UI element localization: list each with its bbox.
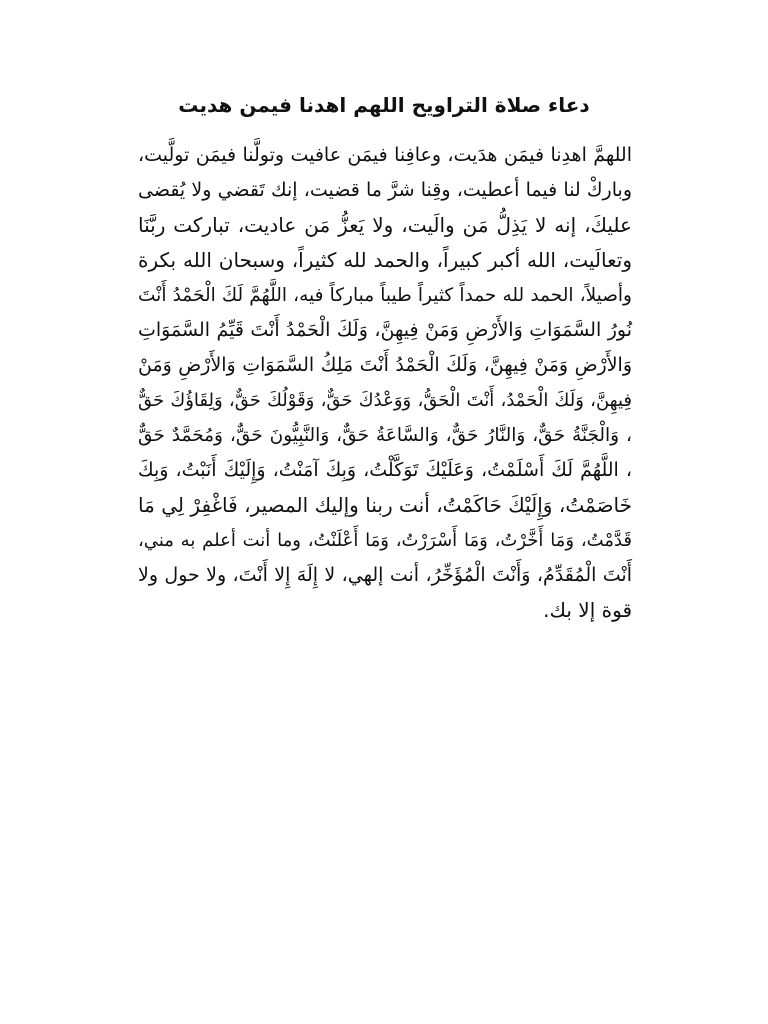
- body-line: خَاصَمْتُ، وَإِلَيْكَ حَاكَمْتُ، أنت ربنا وإليك المصير، فَاغْفِرْ لِي مَا: [138, 493, 632, 517]
- body-line-last: قوة إلا بك.: [543, 598, 632, 622]
- body-line: نُورُ السَّمَوَاتِ وَالأَرْضِ وَمَنْ فِيهِنَّ، وَلَكَ الْحَمْدُ أَنْتَ قَيِّمُ السَّمَوَاتِ: [138, 319, 632, 341]
- document-body: [138, 138, 632, 628]
- body-line: وأصيلاً، الحمد لله حمداً كثيراً طيباً مباركاً فيه، اللَّهُمَّ لَكَ الْحَمْدُ أَنْتَ: [138, 285, 632, 306]
- body-line: عليكَ، إنه لا يَذِلُّ مَن والَيت، ولا يَعزُّ مَن عاديت، تباركت ربَّنَا: [138, 213, 632, 237]
- body-line: ، وَالْجَنَّةُ حَقٌّ، وَالنَّارُ حَقٌّ، وَالسَّاعَةُ حَقٌّ، وَالنَّبِيُّونَ حَقٌّ، وَمُحَمَّدٌ حَقٌّ: [138, 425, 632, 446]
- body-line: قَدَّمْتُ، وَمَا أَخَّرْتُ، وَمَا أَسْرَرْتُ، وَمَا أَعْلَنْتُ، وما أنت أعلم به مني،: [138, 530, 632, 551]
- body-line: وَالأَرْضِ وَمَنْ فِيهِنَّ، وَلَكَ الْحَمْدُ أَنْتَ مَلِكُ السَّمَوَاتِ وَالأَرْضِ وَمَنْ: [138, 354, 632, 376]
- body-line: فِيهِنَّ، وَلَكَ الْحَمْدُ، أَنْتَ الْحَقُّ، وَوَعْدُكَ حَقٌّ، وَقَوْلُكَ حَقٌّ، وَلِقَاؤُكَ حَقٌّ: [138, 390, 632, 411]
- body-line: اللهمَّ اهدِنا فيمَن هدَيت، وعافِنا فيمَن عافيت وتولَّنا فيمَن تولَّيت،: [138, 144, 632, 166]
- body-line: وتعالَيت، الله أكبر كبيراً، والحمد لله كثيراً، وسبحان الله بكرة: [138, 248, 632, 272]
- body-line: أَنْتَ الْمُقَدِّمُ، وَأَنْتَ الْمُؤَخِّرُ، أنت إلهي، لا إِلَهَ إِلا أَنْتَ، ولا حول ولا: [138, 564, 632, 586]
- body-line: ، اللَّهُمَّ لَكَ أَسْلَمْتُ، وَعَلَيْكَ تَوَكَّلْتُ، وَبِكَ آمَنْتُ، وَإِلَيْكَ أَنَبْتُ، وَبِكَ: [138, 459, 632, 481]
- document-title: دعاء صلاة التراويح اللهم اهدنا فيمن هديت: [178, 93, 590, 117]
- body-line: وباركْ لنا فيما أعطيت، وقِنا شرَّ ما قضيت، إنك تَقضي ولا يُقضى: [138, 179, 632, 201]
